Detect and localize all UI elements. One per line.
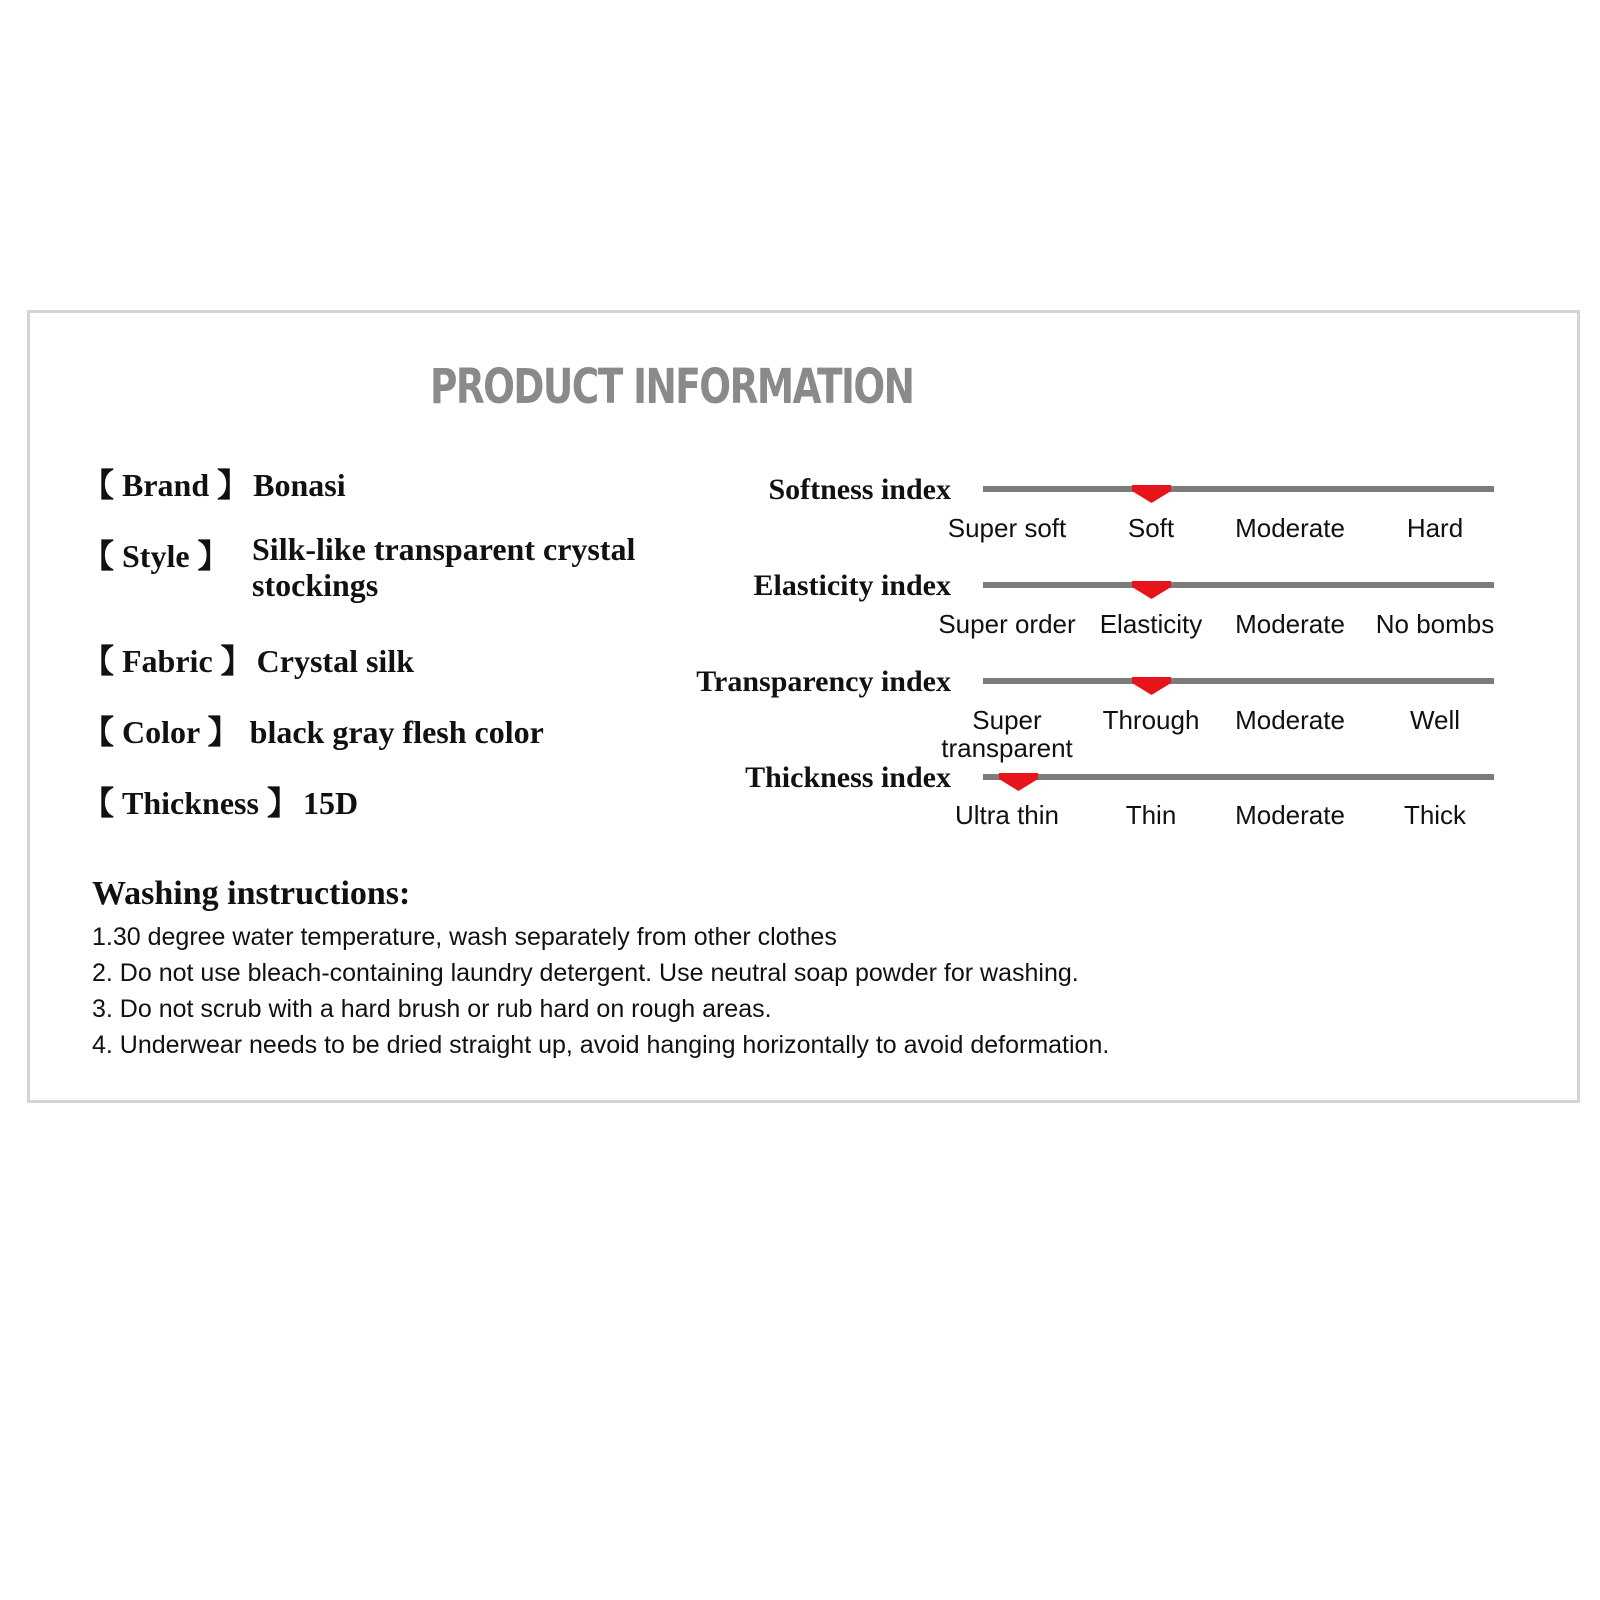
list-item: 4. Underwear needs to be dried straight up, avoid hanging horizontally to avoid deformation. [92, 1031, 1110, 1059]
spec-thickness-value: 15D [302, 785, 359, 821]
spec-brand-value: Bonasi [253, 467, 346, 503]
spec-color-key: 【 Color 】 [82, 714, 240, 750]
scale-label: Super order [938, 609, 1076, 639]
index-track [983, 486, 1494, 492]
washing-title: Washing instructions: [92, 875, 411, 912]
spec-brand-key: 【 Brand 】 [82, 467, 250, 503]
index-pointer-icon [1132, 677, 1171, 699]
scale-label: Moderate [1235, 705, 1345, 735]
spec-style [82, 531, 722, 611]
index-pointer-icon [1132, 485, 1171, 507]
spec-thickness [82, 778, 358, 824]
spec-style-key: 【 Style 】 [82, 538, 230, 574]
spec-brand [82, 460, 346, 506]
scale-label: Through [1102, 705, 1200, 735]
index-track [983, 582, 1494, 588]
scale-label: Soft [1127, 513, 1175, 543]
scale-label: No bombs [1375, 609, 1495, 639]
scale-label: Super soft [947, 513, 1067, 543]
scale-label: Thick [1403, 800, 1467, 830]
index-label: Softness index [768, 473, 951, 506]
list-item: 3. Do not scrub with a hard brush or rub hard on rough areas. [92, 995, 772, 1023]
scale-label: Moderate [1235, 800, 1345, 830]
scale-label: Moderate [1235, 513, 1345, 543]
spec-color-value: black gray flesh color [249, 714, 544, 750]
list-item: 2. Do not use bleach-containing laundry detergent. Use neutral soap powder for washing. [92, 959, 1079, 987]
scale-label: Thin [1125, 800, 1177, 830]
index-label: Thickness index [745, 761, 951, 794]
index-track [983, 774, 1494, 780]
washing-list [92, 919, 1109, 1063]
spec-fabric-key: 【 Fabric 】 [82, 643, 253, 679]
page-title: PRODUCT INFORMATION [430, 359, 914, 415]
scale-label: Moderate [1235, 609, 1345, 639]
index-label: Elasticity index [753, 569, 951, 602]
index-track [983, 678, 1494, 684]
spec-color [82, 707, 544, 753]
product-info-card [27, 310, 1580, 1103]
scale-label: Hard [1406, 513, 1464, 543]
scale-label: Super transparent [941, 705, 1073, 763]
spec-fabric [82, 636, 414, 682]
scale-label: Ultra thin [954, 800, 1060, 830]
spec-style-value: Silk-like transparent crystal stockings [252, 531, 636, 603]
spec-fabric-value: Crystal silk [256, 643, 414, 679]
scale-label: Elasticity [1099, 609, 1203, 639]
list-item: 1.30 degree water temperature, wash separately from other clothes [92, 923, 837, 951]
index-label: Transparency index [696, 665, 951, 698]
scale-label: Well [1409, 705, 1461, 735]
index-pointer-icon [999, 773, 1038, 795]
index-pointer-icon [1132, 581, 1171, 603]
spec-thickness-key: 【 Thickness 】 [82, 785, 299, 821]
